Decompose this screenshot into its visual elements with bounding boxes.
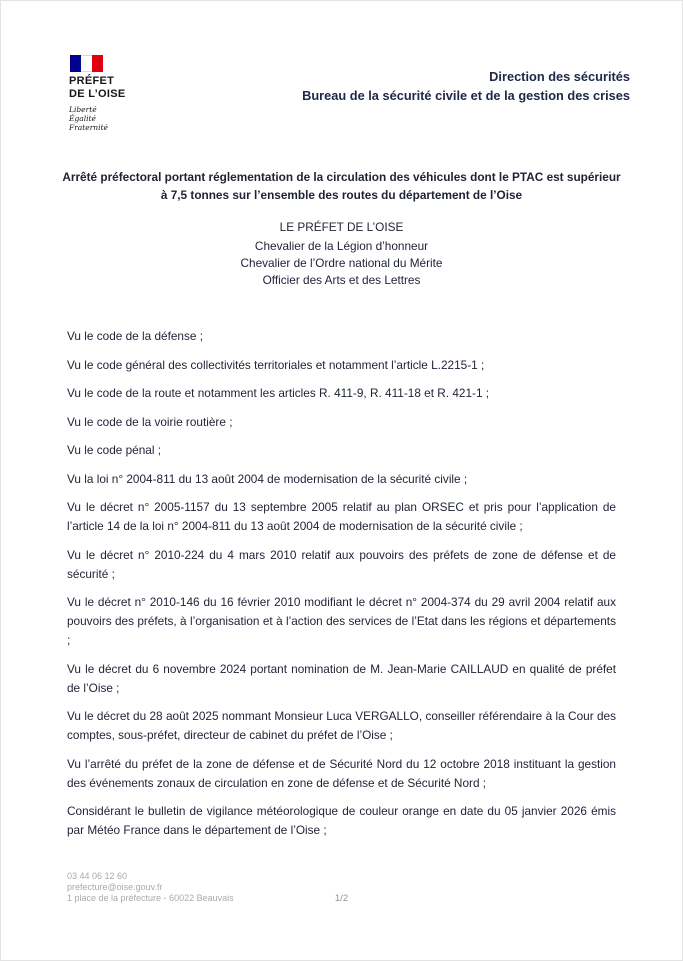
paragraph-considerant: Considérant le bulletin de vigilance météorologique de couleur orange en date du 05 janvier 2026 émis par Météo France dans le département de l’Oise ;: [67, 804, 616, 837]
paragraph-vu-3: Vu le code de la route et notamment les articles R. 411-9, R. 411-18 et R. 421-1 ;: [67, 386, 490, 400]
paragraph-vu-5: Vu le code pénal ;: [67, 443, 162, 457]
footer-address: 1 place de la préfecture - 60022 Beauvais: [67, 893, 234, 903]
paragraph-vu-7: Vu le décret n° 2005-1157 du 13 septembre 2005 relatif au plan ORSEC et pris pour l’application de l’article 14 de la loi n° 2004-811 du 13 août 2004 de modernisation de la sécurité civile ;: [67, 500, 616, 533]
paragraph-vu-9: Vu le décret n° 2010-146 du 16 février 2010 modifiant le décret n° 2004-374 du 29 avril 2004 relatif aux pouvoirs des préfets, à l’organisation et à l’action des services de l’Etat dans les régions et départements ;: [67, 595, 616, 647]
document-footer: [67, 871, 616, 904]
document-body: [1, 289, 682, 840]
prefect-title-1: Chevalier de la Légion d’honneur: [254, 239, 429, 253]
document-title: Arrêté préfectoral portant réglementation de la circulation des véhicules dont le PTAC est supérieur à 7,5 tonnes sur l’ensemble des routes du département de l’Oise: [62, 170, 621, 202]
paragraph-vu-4: Vu le code de la voirie routière ;: [67, 414, 233, 429]
page-number: 1/2: [334, 893, 349, 904]
logo-line-1: PRÉFET: [69, 75, 115, 87]
prefet-oise-logo: [69, 55, 179, 132]
logo-wordmark: [69, 75, 179, 101]
paragraph-vu-6: Vu la loi n° 2004-811 du 13 août 2004 de modernisation de la sécurité civile ;: [67, 471, 468, 486]
paragraph-vu-1: Vu le code de la défense ;: [67, 329, 203, 343]
french-flag-icon: [70, 55, 103, 72]
paragraph-vu-8: Vu le décret n° 2010-224 du 4 mars 2010 relatif aux pouvoirs des préfets de zone de défense et de sécurité ;: [67, 547, 616, 581]
motto-fraternite: Fraternité: [69, 123, 108, 132]
footer-phone: 03 44 06 12 60: [67, 871, 128, 881]
prefect-title-3: Officier des Arts et des Lettres: [262, 273, 421, 287]
footer-email: prefecture@oise.gouv.fr: [67, 882, 163, 892]
prefect-heading: LE PRÉFET DE L’OISE: [279, 220, 404, 234]
logo-motto: [69, 105, 179, 132]
paragraph-vu-11: Vu le décret du 28 août 2025 nommant Monsieur Luca VERGALLO, conseiller référendaire à la Cour des comptes, sous-préfet, directeur de cabinet du préfet de l’Oise ;: [67, 709, 616, 742]
prefect-title-2: Chevalier de l’Ordre national du Mérite: [240, 256, 443, 270]
issuing-service-block: [302, 55, 630, 105]
direction-label: Direction des sécurités: [489, 69, 630, 84]
document-header: [1, 1, 682, 132]
motto-liberte: Liberté: [69, 105, 97, 114]
motto-egalite: Égalité: [69, 114, 96, 123]
bureau-label: Bureau de la sécurité civile et de la gestion des crises: [302, 88, 630, 103]
paragraph-vu-2: Vu le code général des collectivités territoriales et notamment l’article L.2215-1 ;: [67, 357, 485, 372]
paragraph-vu-12: Vu l’arrêté du préfet de la zone de défense et de Sécurité Nord du 12 octobre 2018 instituant la gestion des événements zonaux de circulation en zone de défense et de Sécurité Nord ;: [67, 756, 616, 790]
logo-line-2: DE L’OISE: [69, 88, 126, 100]
paragraph-vu-10: Vu le décret du 6 novembre 2024 portant nomination de M. Jean-Marie CAILLAUD en qualité de préfet de l’Oise ;: [67, 661, 616, 695]
prefect-heading-block: [1, 219, 682, 289]
